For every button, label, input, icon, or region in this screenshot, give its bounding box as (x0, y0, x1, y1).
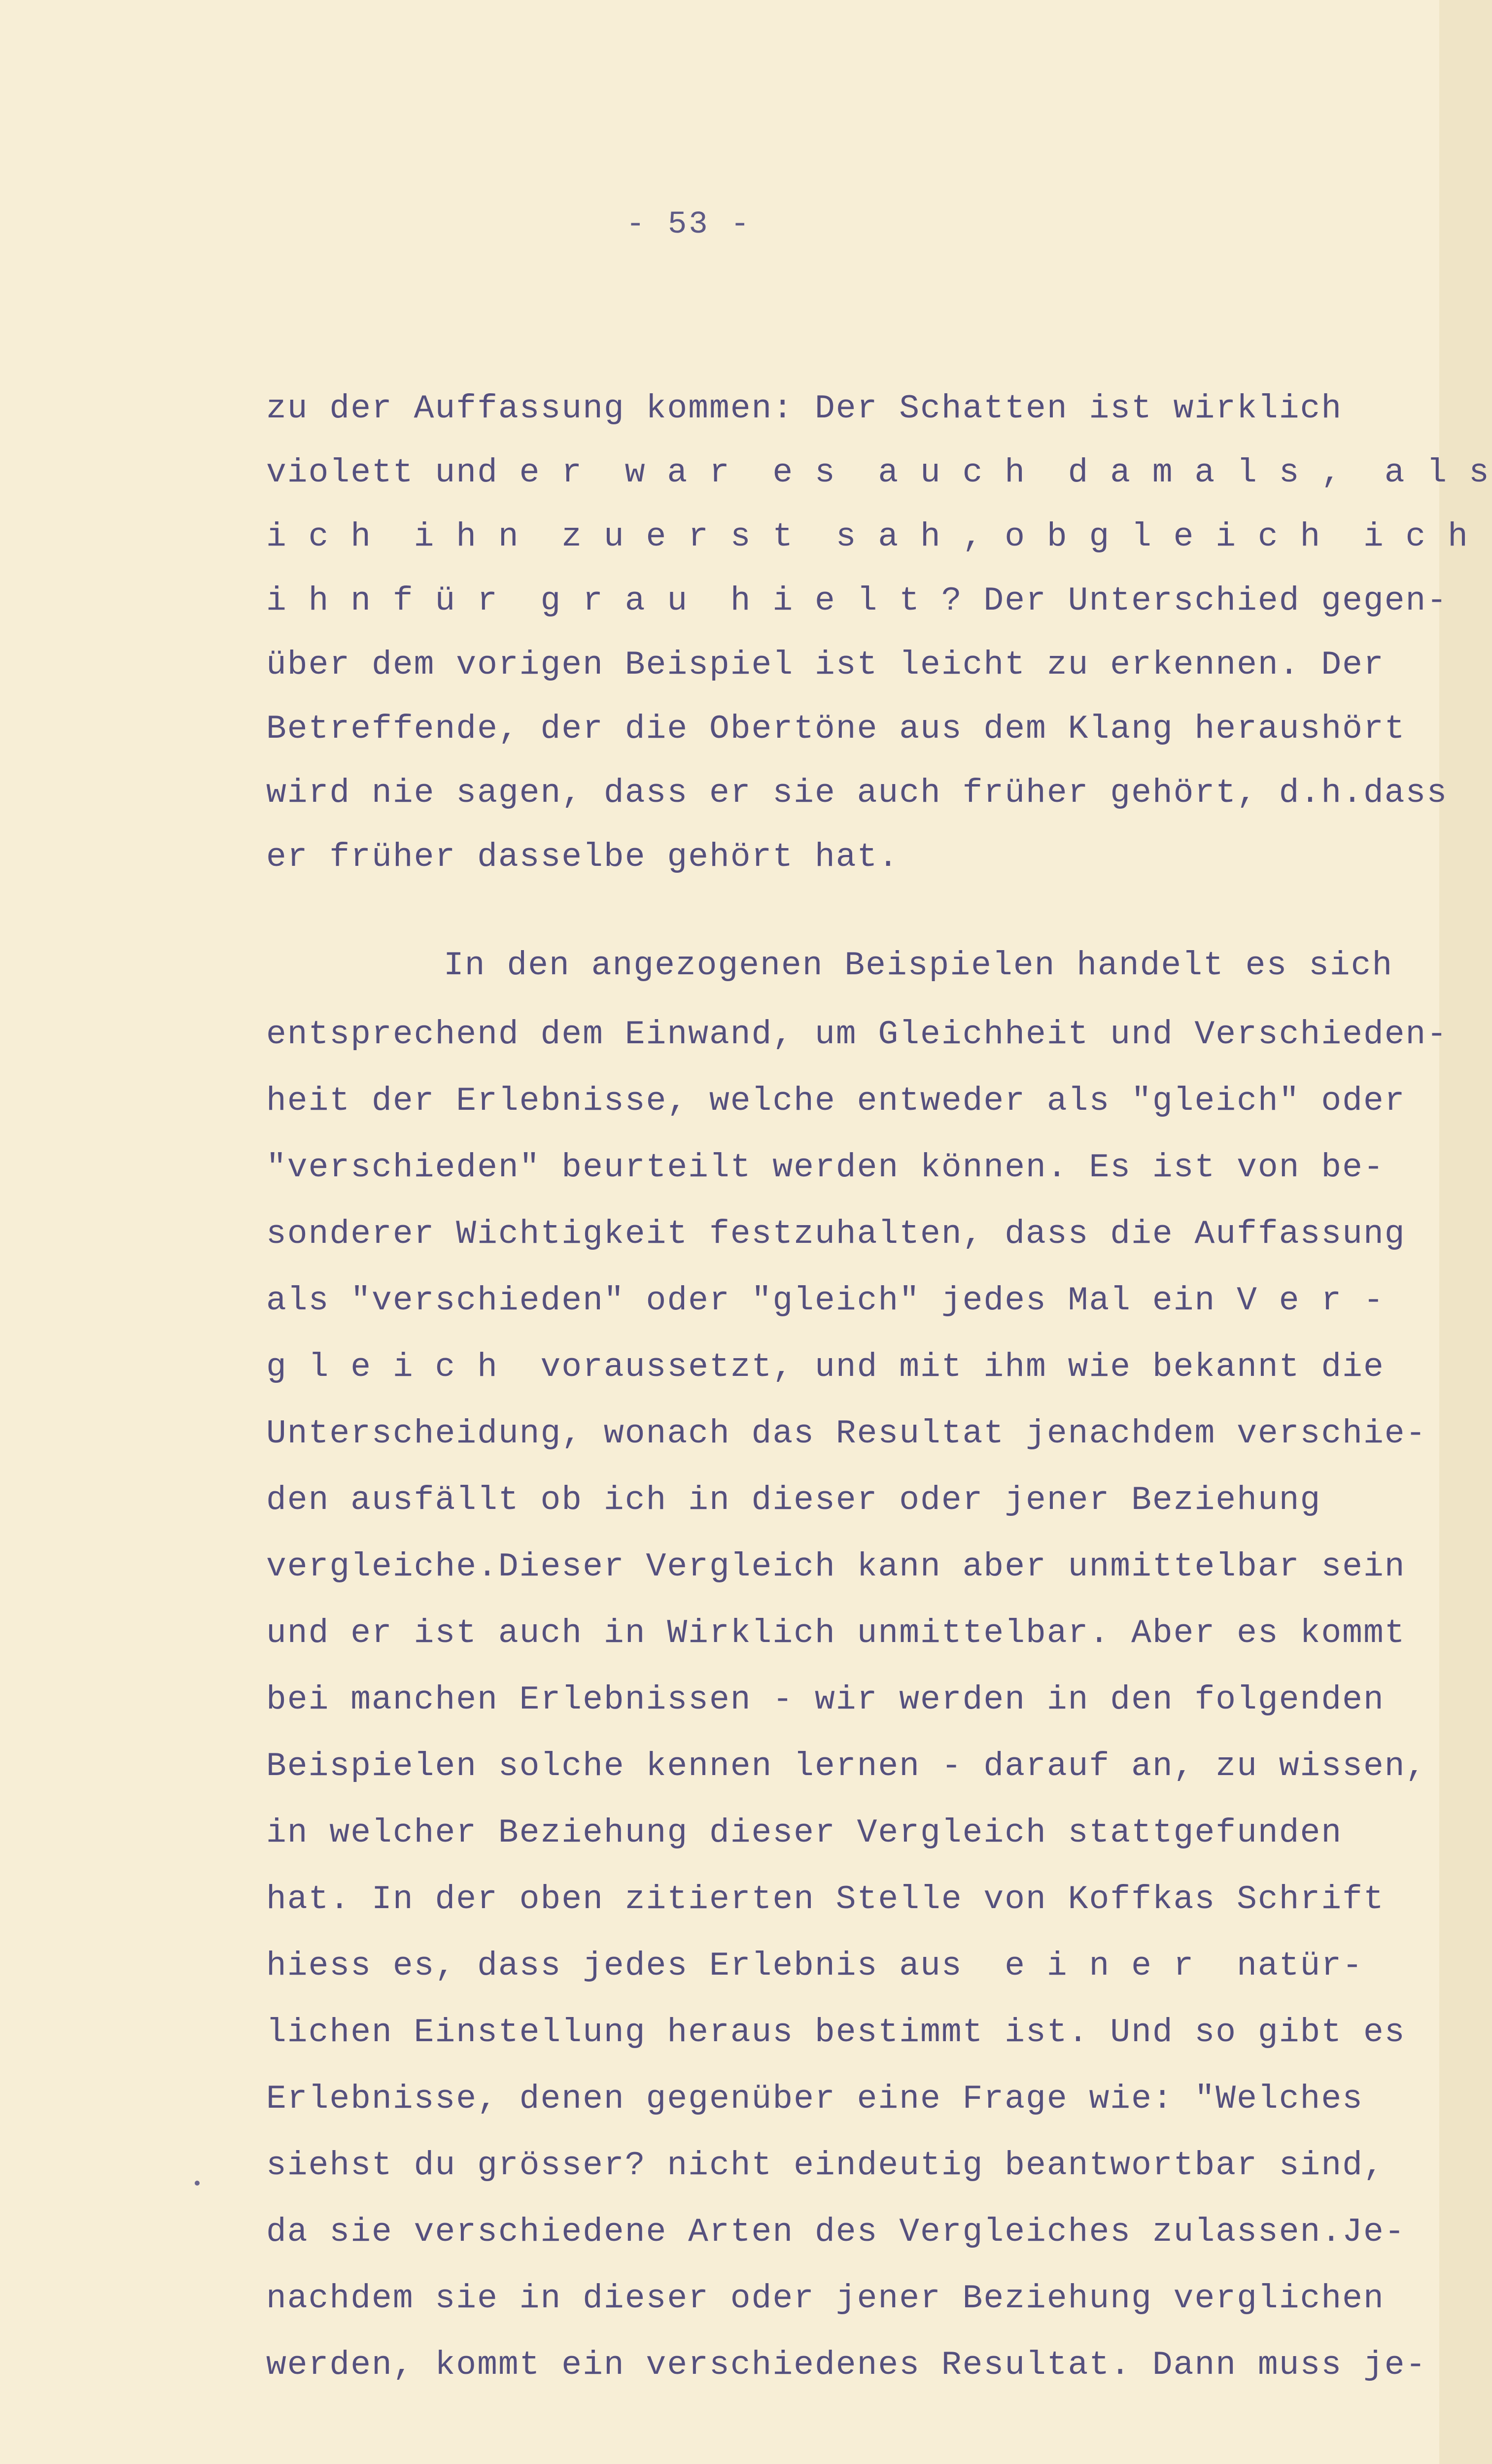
text-line: werden, kommt ein verschiedenes Resultat. Dann muss je- (266, 2346, 1427, 2384)
text-line: i c h i h n z u e r s t s a h , o b g l e i c h i c h (266, 518, 1469, 556)
text-line: Erlebnisse, denen gegenüber eine Frage wie: "Welches (266, 2080, 1363, 2118)
text-line: und er ist auch in Wirklich unmittelbar. Aber es kommt (266, 1614, 1406, 1652)
text-line: heit der Erlebnisse, welche entweder als "gleich" oder (266, 1082, 1406, 1120)
text-line: in welcher Beziehung dieser Vergleich stattgefunden (266, 1814, 1343, 1852)
page-edge-background (1439, 0, 1492, 2464)
text-line: siehst du grösser? nicht eindeutig beantwortbar sind, (266, 2147, 1385, 2185)
page-number: - 53 - (626, 207, 752, 242)
ink-speck (195, 2181, 200, 2186)
text-line: über dem vorigen Beispiel ist leicht zu erkennen. Der (266, 646, 1385, 684)
text-line: zu der Auffassung kommen: Der Schatten ist wirklich (266, 390, 1343, 428)
text-line: den ausfällt ob ich in dieser oder jener Beziehung (266, 1481, 1321, 1519)
text-line: hiess es, dass jedes Erlebnis aus e i n e r natür- (266, 1947, 1363, 1985)
text-line: Betreffende, der die Obertöne aus dem Klang heraushört (266, 710, 1406, 748)
text-line: hat. In der oben zitierten Stelle von Koffkas Schrift (266, 1881, 1385, 1918)
text-line: vergleiche.Dieser Vergleich kann aber unmittelbar sein (266, 1548, 1406, 1586)
text-line: Unterscheidung, wonach das Resultat jenachdem verschie- (266, 1415, 1427, 1453)
text-line: "verschieden" beurteilt werden können. Es ist von be- (266, 1149, 1385, 1187)
text-line: lichen Einstellung heraus bestimmt ist. Und so gibt es (266, 2014, 1406, 2052)
text-line: violett und e r w a r e s a u c h d a m a l s , a l s (266, 454, 1490, 492)
text-line: g l e i c h voraussetzt, und mit ihm wie bekannt die (266, 1348, 1385, 1386)
text-line: wird nie sagen, dass er sie auch früher gehört, d.h.dass (266, 774, 1448, 812)
text-line: er früher dasselbe gehört hat. (266, 838, 900, 876)
text-line: da sie verschiedene Arten des Vergleiches zulassen.Je- (266, 2213, 1406, 2251)
text-line: nachdem sie in dieser oder jener Beziehung verglichen (266, 2280, 1385, 2318)
text-line: bei manchen Erlebnissen - wir werden in den folgenden (266, 1681, 1385, 1719)
text-line: als "verschieden" oder "gleich" jedes Mal ein V e r - (266, 1282, 1385, 1320)
text-line: Beispielen solche kennen lernen - darauf an, zu wissen, (266, 1747, 1427, 1785)
text-line: i h n f ü r g r a u h i e l t ? Der Unterschied gegen- (266, 582, 1448, 620)
text-line: entsprechend dem Einwand, um Gleichheit und Verschieden- (266, 1016, 1448, 1054)
paragraph-first-line: In den angezogenen Beispielen handelt es sich (444, 947, 1393, 985)
text-line: sonderer Wichtigkeit festzuhalten, dass die Auffassung (266, 1215, 1406, 1253)
